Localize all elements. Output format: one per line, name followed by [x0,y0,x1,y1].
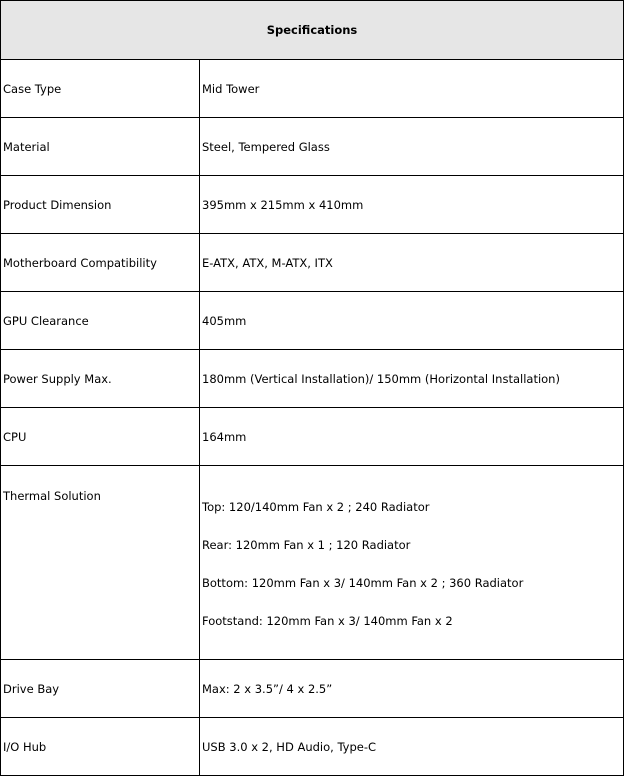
spec-value-line: Footstand: 120mm Fan x 3/ 140mm Fan x 2 [202,613,453,628]
spec-label: Drive Bay [1,660,200,718]
spec-label: GPU Clearance [1,292,200,350]
spec-value: 164mm [200,408,624,466]
spec-value: Mid Tower [200,60,624,118]
spec-value: Steel, Tempered Glass [200,118,624,176]
spec-value: E-ATX, ATX, M-ATX, ITX [200,234,624,292]
table-row [1,118,624,176]
table-row [1,718,624,776]
spec-value-multiline [200,466,624,660]
table-row [1,408,624,466]
spec-label: Motherboard Compatibility [1,234,200,292]
table-row [1,466,624,660]
spec-label: I/O Hub [1,718,200,776]
spec-value-line: Top: 120/140mm Fan x 2 ; 240 Radiator [202,499,430,514]
spec-value: Max: 2 x 3.5”/ 4 x 2.5” [200,660,624,718]
spec-value: 180mm (Vertical Installation)/ 150mm (Horizontal Installation) [200,350,624,408]
table-header-row [1,1,624,60]
spec-value-line: Rear: 120mm Fan x 1 ; 120 Radiator [202,537,411,552]
spec-value: 405mm [200,292,624,350]
spec-label: Thermal Solution [1,466,200,660]
table-row [1,292,624,350]
spec-label: Power Supply Max. [1,350,200,408]
table-row [1,234,624,292]
table-row [1,60,624,118]
spec-label: Material [1,118,200,176]
spec-label: Product Dimension [1,176,200,234]
spec-value: USB 3.0 x 2, HD Audio, Type-C [200,718,624,776]
spec-value-line: Bottom: 120mm Fan x 3/ 140mm Fan x 2 ; 360 Radiator [202,575,524,590]
table-row [1,350,624,408]
spec-value: 395mm x 215mm x 410mm [200,176,624,234]
table-row [1,176,624,234]
table-row [1,660,624,718]
spec-label: Case Type [1,60,200,118]
table-title: Specifications [1,1,624,60]
spec-label: CPU [1,408,200,466]
